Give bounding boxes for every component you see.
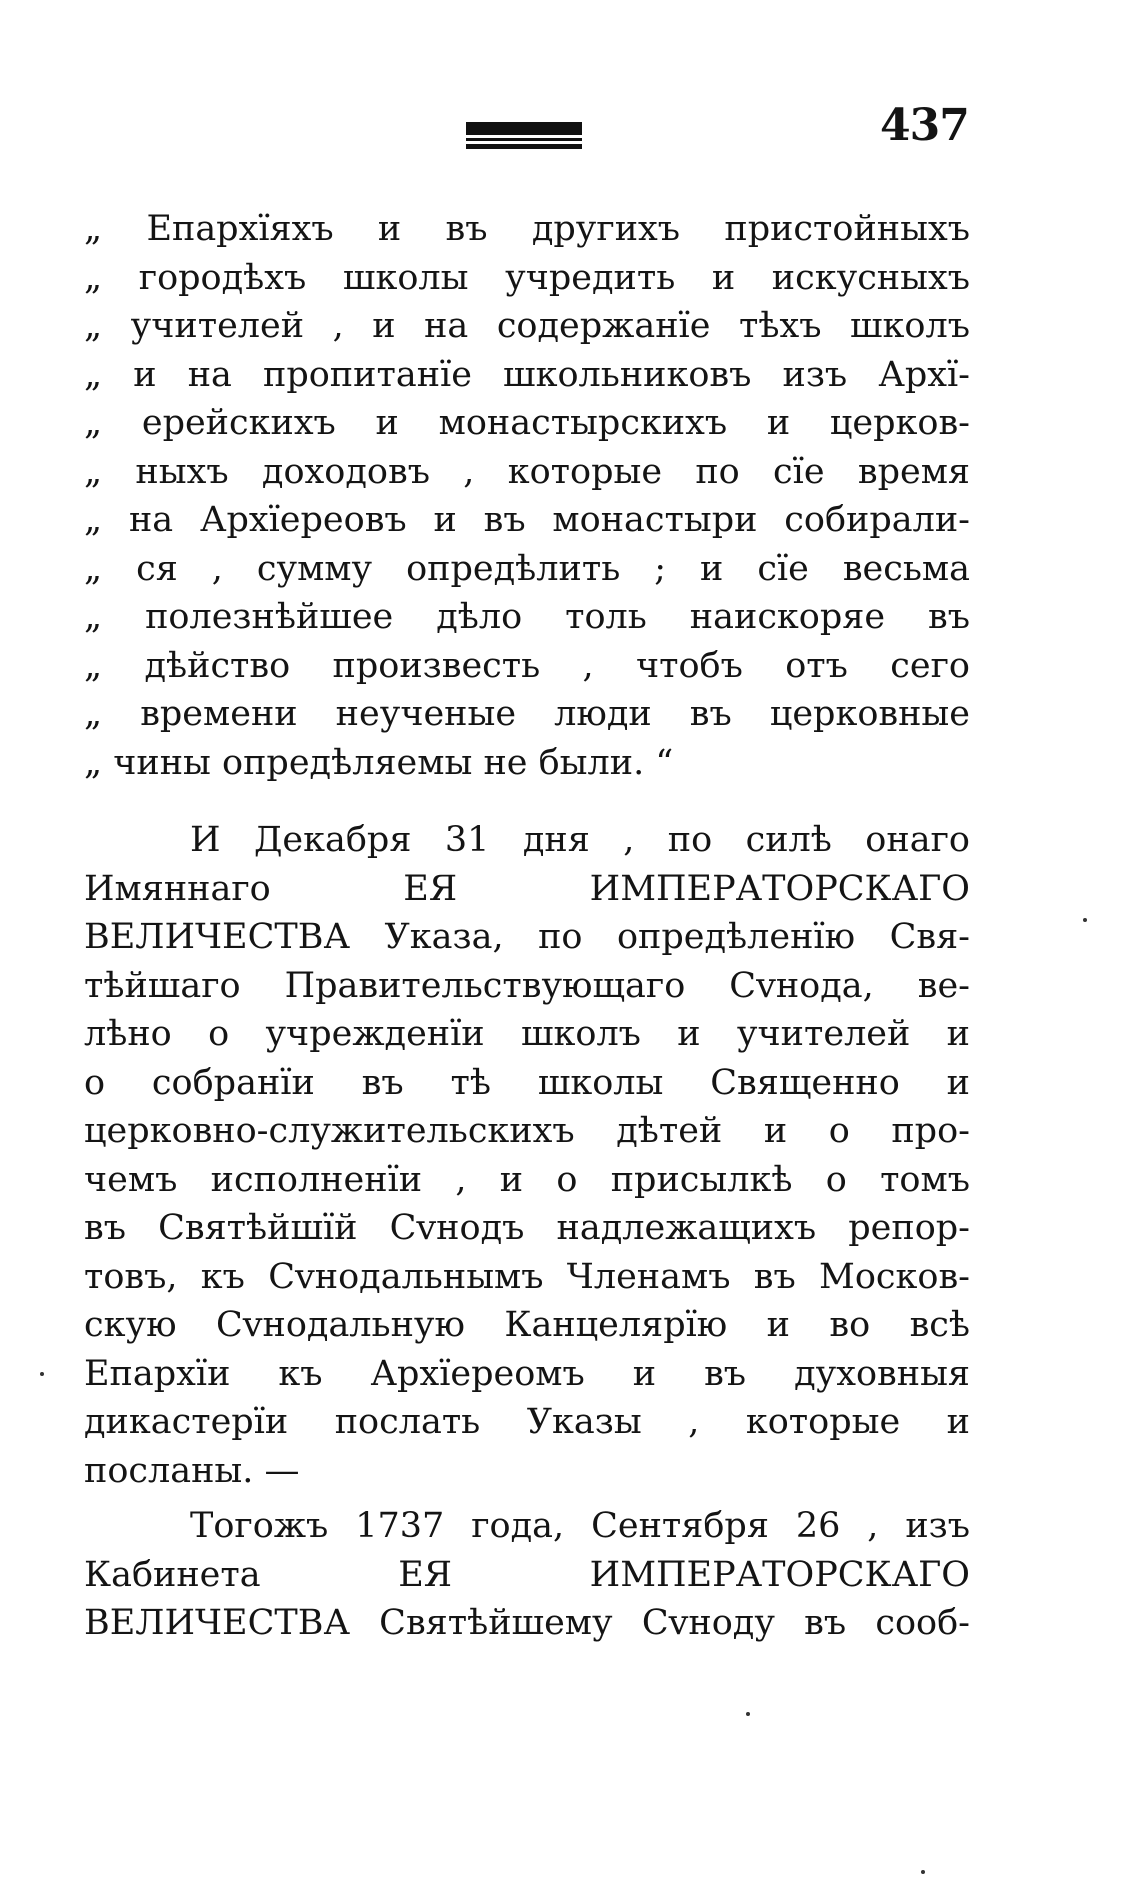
text-line: „ ся , сумму опредѣлить ; и сïе весьма [84,548,970,589]
text-line: чемъ исполненïи , и о присылкѣ о томъ [84,1159,970,1200]
text-line: лѣно о учрежденïи школъ и учителей и [84,1014,970,1054]
ornament-bar-thin [466,138,582,141]
text-line: „ Епархïяхъ и въ другихъ пристойныхъ [84,209,970,249]
paragraph-decree [84,816,970,1495]
text-line: товъ, къ Сvнодальнымъ Членамъ въ Москов- [84,1256,970,1297]
text-line: „ времени неученые люди въ церковные [84,694,970,734]
text-line: тѣйшаго Правительствующаго Сvнода, ве- [84,965,970,1006]
print-speck [921,1870,925,1874]
print-speck [1083,918,1087,922]
text-line: „ полезнѣйшее дѣло толь наискоряе въ [84,597,970,637]
text-line: Епархïи къ Архïереомъ и въ духовныя [84,1353,970,1394]
print-speck [40,1372,44,1376]
ornament-bar-thick [466,122,582,135]
text-line: ВЕЛИЧЕСТВА Указа, по опредѣленïю Свя- [84,917,970,957]
header-ornament-rule [466,122,582,150]
text-line: И Декабря 31 дня , по силѣ онаго [190,820,970,860]
quoted-passage [84,205,970,787]
text-line: ВЕЛИЧЕСТВА Святѣйшему Сvноду въ сооб- [84,1603,970,1643]
paragraph-cabinet [84,1502,970,1648]
text-line: дикастерïи послать Указы , которые и [84,1402,970,1442]
text-line: скую Сvнодальную Канцелярïю и во всѣ [84,1305,970,1345]
text-line: „ городѣхъ школы учредить и искусныхъ [84,257,970,298]
text-line: „ учителей , и на содержанïе тѣхъ школъ [84,306,970,346]
text-line: „ ныхъ доходовъ , которые по сïе время [84,451,970,492]
text-line: о собранïи въ тѣ школы Священно и [84,1062,970,1103]
text-line: Имяннаго ЕЯ ИМПЕРАТОРСКАГО [84,868,970,909]
text-line: „ на Архïереовъ и въ монастыри собирали- [84,500,970,540]
text-line: „ и на пропитанïе школьниковъ изъ Архï- [84,354,970,395]
page-number: 437 [880,100,969,151]
print-speck [746,1712,750,1716]
text-line: посланы. — [84,1450,300,1491]
text-line: „ чины опредѣляемы не были. “ [84,742,674,783]
text-line: „ дѣйство произвесть , чтобъ отъ сего [84,645,970,686]
text-line: въ Святѣйшïй Сvнодъ надлежащихъ репор- [84,1208,970,1248]
text-line: „ ерейскихъ и монастырскихъ и церков- [84,403,970,443]
text-line: церковно-служительскихъ дѣтей и о про- [84,1111,970,1151]
ornament-bar-medium [466,144,582,149]
text-line: Тогожъ 1737 года, Сентября 26 , изъ [190,1506,970,1546]
text-line: Кабинета ЕЯ ИМПЕРАТОРСКАГО [84,1554,970,1595]
